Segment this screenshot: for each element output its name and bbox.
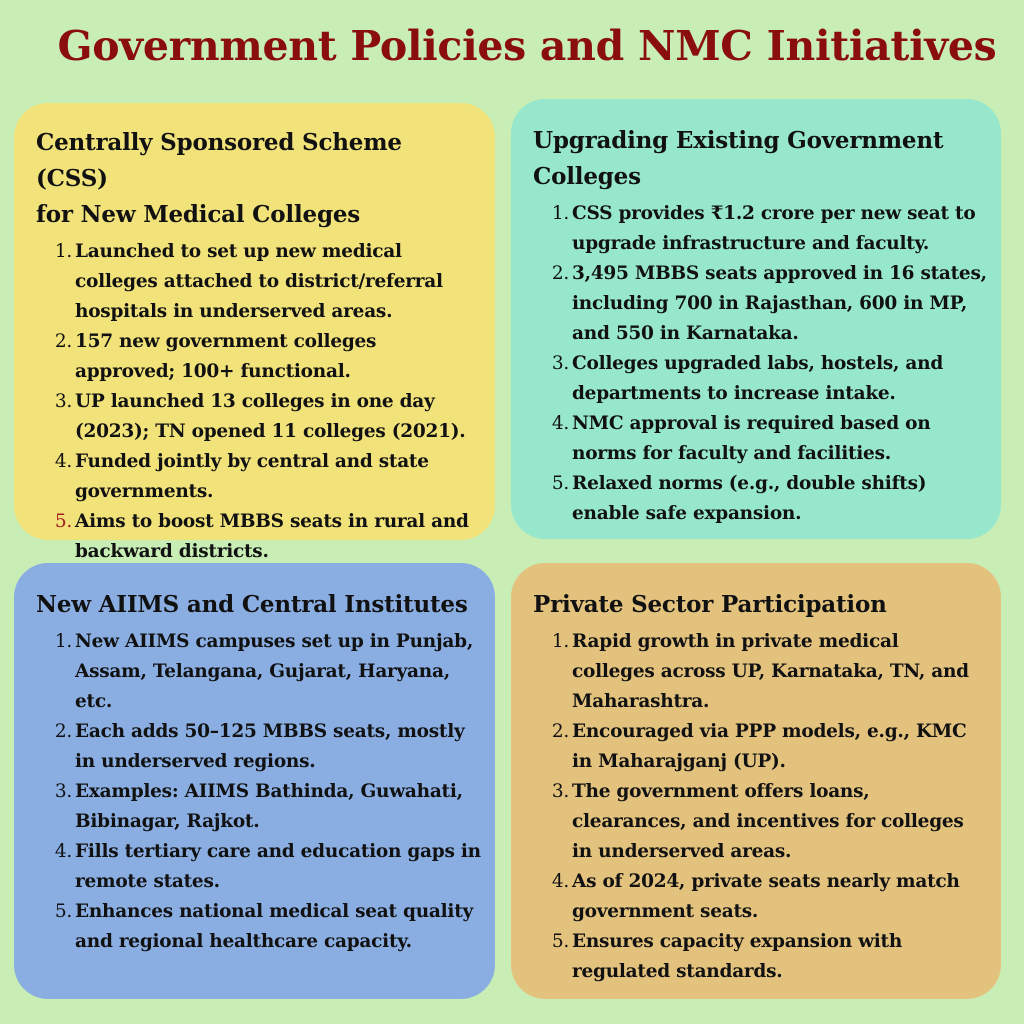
list-item [533,469,987,529]
card-heading-line1: Centrally Sponsored Scheme (CSS) [36,129,402,192]
list-number: 5. [551,931,569,952]
list-item [36,627,481,717]
list-number: 3. [551,781,569,802]
list-text: CSS provides ₹1.2 crore per new seat to upgrade infrastructure and faculty. [572,203,976,254]
list-text: Encouraged via PPP models, e.g., KMC in Maharajganj (UP). [572,721,967,772]
list-text: Ensures capacity expansion with regulated standards. [572,931,903,982]
list-number: 5. [551,473,569,494]
list-number: 3. [54,391,72,412]
list-item [36,837,481,897]
list-item [533,717,987,777]
list-item [36,237,481,327]
list-number: 3. [551,353,569,374]
list-text: 157 new government colleges approved; 100+ functional. [75,331,377,382]
page-title: Government Policies and NMC Initiatives [57,22,997,70]
list-item [533,409,987,469]
list-text: UP launched 13 colleges in one day (2023); TN opened 11 colleges (2021). [75,391,466,442]
list-item [36,717,481,777]
list-text: NMC approval is required based on norms for faculty and facilities. [572,413,931,464]
list-text: The government offers loans, clearances, and incentives for colleges in underserved areas. [572,781,964,862]
list-item [533,199,987,259]
list-number: 1. [551,203,569,224]
card-upgrading-colleges [511,99,1001,539]
list-text: Colleges upgraded labs, hostels, and departments to increase intake. [572,353,944,404]
list-text: New AIIMS campuses set up in Punjab, Assam, Telangana, Gujarat, Haryana, etc. [75,631,474,712]
list-text: Relaxed norms (e.g., double shifts) enable safe expansion. [572,473,927,524]
list-item [533,259,987,349]
list-text: Fills tertiary care and education gaps in remote states. [75,841,481,892]
list-item [36,327,481,387]
list-text: Rapid growth in private medical colleges across UP, Karnataka, TN, and Maharashtra. [572,631,969,712]
list-number: 2. [54,721,72,742]
card-heading-line1: Private Sector Participation [533,591,887,618]
list-item [36,387,481,447]
list-text: Each adds 50–125 MBBS seats, mostly in underserved regions. [75,721,465,772]
list-number: 5. [54,901,72,922]
list-item [533,927,987,987]
card-list [36,627,481,957]
list-number: 1. [54,241,72,262]
list-item [533,349,987,409]
card-heading [36,587,481,623]
list-number: 4. [54,451,72,472]
card-list [533,627,987,987]
list-number: 2. [54,331,72,352]
card-heading [533,123,987,195]
list-item [533,867,987,927]
list-number: 1. [54,631,72,652]
card-list [533,199,987,529]
list-number: 3. [54,781,72,802]
list-text: Launched to set up new medical colleges attached to district/referral hospitals in underserved areas. [75,241,443,322]
list-text: As of 2024, private seats nearly match government seats. [572,871,960,922]
list-text: Enhances national medical seat quality and regional healthcare capacity. [75,901,473,952]
list-number: 1. [551,631,569,652]
card-private-sector [511,563,1001,999]
card-heading-line1: New AIIMS and Central Institutes [36,591,468,618]
list-text: Aims to boost MBBS seats in rural and backward districts. [75,511,469,562]
card-list [36,237,481,567]
card-heading-line2: for New Medical Colleges [36,201,361,228]
list-number: 2. [551,263,569,284]
list-number: 5. [54,511,72,532]
list-item [533,777,987,867]
list-item [36,507,481,567]
card-heading-line2: Colleges [533,163,641,190]
list-number: 4. [551,871,569,892]
card-css-scheme [14,103,495,562]
list-item [36,897,481,957]
list-number: 4. [54,841,72,862]
card-new-aiims [14,563,495,999]
list-text: Examples: AIIMS Bathinda, Guwahati, Bibinagar, Rajkot. [75,781,463,832]
list-item [533,627,987,717]
list-item [36,447,481,507]
list-text: 3,495 MBBS seats approved in 16 states, including 700 in Rajasthan, 600 in MP, and 550 in Karnataka. [572,263,987,344]
card-heading [533,587,987,623]
card-heading-line1: Upgrading Existing Government [533,127,944,154]
list-number: 2. [551,721,569,742]
card-heading [36,125,481,233]
list-text: Funded jointly by central and state governments. [75,451,429,502]
list-item [36,777,481,837]
list-number: 4. [551,413,569,434]
